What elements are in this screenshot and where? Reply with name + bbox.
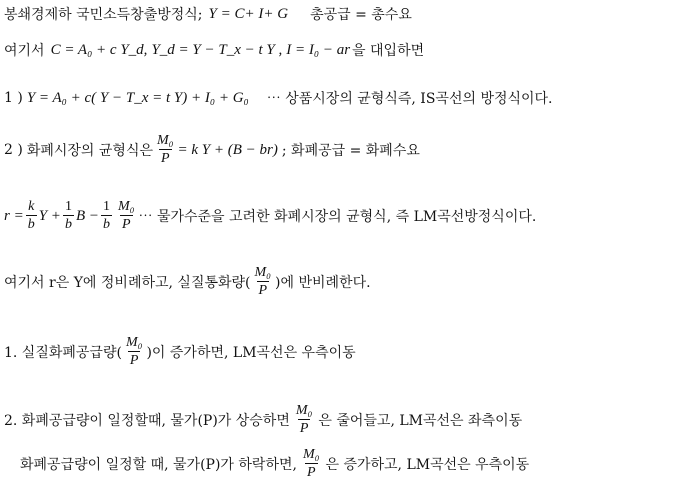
fraction-numerator: k xyxy=(28,199,35,214)
case-one-text-b: )이 증가하면, LM곡선은 우측이동 xyxy=(146,345,356,361)
is-note: ⋯ 상품시장의 균형식즉, IS곡선의 방정식이다. xyxy=(266,91,553,107)
lm-lhs: r = xyxy=(4,207,24,224)
fraction-denominator: b xyxy=(102,217,110,232)
case-two-b-line xyxy=(20,448,529,480)
fraction-numerator: M₀ xyxy=(302,447,320,462)
money-demand-rhs: = k Y + (B − br) xyxy=(177,141,278,158)
proportionality-line xyxy=(4,266,371,298)
investment-equation: I = I₀ − ar xyxy=(286,41,351,58)
fraction-numerator: 1 xyxy=(102,199,110,214)
fraction-denominator: P xyxy=(306,465,316,480)
case-two-b-text-a: 화폐공급량이 일정할 때, 물가(P)가 하락하면, xyxy=(20,457,297,473)
one-over-b-fraction-2 xyxy=(101,200,112,232)
fraction-numerator: M₀ xyxy=(157,133,174,148)
fraction-numerator: M₀ xyxy=(125,335,143,350)
real-money-fraction xyxy=(301,448,322,480)
money-market-label: 화폐시장의 균형식은 xyxy=(26,143,153,159)
lm-note: ⋯ 물가수준을 고려한 화폐시장의 균형식, 즉 LM곡선방정식이다. xyxy=(138,209,537,225)
case-two-text-a: 2. 화폐공급량이 일정할때, 물가(P)가 상승하면 xyxy=(4,413,290,429)
fraction-denominator: P xyxy=(299,421,309,436)
is-equation: Y = A₀ + c( Y − T_x = t Y) + I₀ + G₀ xyxy=(26,89,249,106)
substitution-line xyxy=(4,40,424,60)
real-money-fraction xyxy=(294,404,315,436)
proportionality-text-a: 여기서 r은 Y에 정비례하고, 실질통화량( xyxy=(4,275,251,291)
fraction-denominator: P xyxy=(129,353,139,368)
fraction-denominator: b xyxy=(64,217,72,232)
money-market-number: 2 ) xyxy=(4,142,23,158)
is-curve-line xyxy=(4,88,553,108)
proportionality-text-b: )에 반비례한다. xyxy=(275,275,371,291)
lm-term-y: Y + xyxy=(38,207,61,224)
lm-term-b: B − xyxy=(75,207,99,224)
fraction-denominator: P xyxy=(121,217,131,232)
money-market-line xyxy=(4,134,420,166)
lm-curve-line xyxy=(4,200,536,232)
real-money-fraction xyxy=(155,134,176,166)
supply-demand-note: 총공급 = 총수요 xyxy=(310,7,412,23)
one-over-b-fraction xyxy=(63,200,74,232)
fraction-numerator: M₀ xyxy=(295,403,313,418)
income-equation-line xyxy=(4,4,412,24)
disposable-income-equation: Y_d = Y − T_x − t Y , xyxy=(151,41,283,58)
is-number: 1 ) xyxy=(4,90,23,106)
substitution-suffix: 을 대입하면 xyxy=(352,43,425,59)
case-one-text-a: 1. 실질화폐공급량( xyxy=(4,345,122,361)
case-two-line xyxy=(4,404,522,436)
income-equation-label: 봉쇄경제하 국민소득창출방정식; xyxy=(4,7,203,23)
money-market-note: ; 화폐공급 = 화폐수요 xyxy=(281,143,420,159)
fraction-numerator: 1 xyxy=(64,199,72,214)
fraction-denominator: P xyxy=(258,283,268,298)
fraction-numerator: M₀ xyxy=(254,265,272,280)
case-two-text-b: 은 줄어들고, LM곡선은 좌측이동 xyxy=(318,413,523,429)
real-money-fraction xyxy=(253,266,274,298)
substitution-prefix: 여기서 xyxy=(4,43,45,59)
fraction-denominator: b xyxy=(27,217,35,232)
fraction-numerator: M₀ xyxy=(117,199,135,214)
case-two-b-text-b: 은 증가하고, LM곡선은 우측이동 xyxy=(325,457,530,473)
k-over-b-fraction xyxy=(26,200,37,232)
consumption-equation: C = A₀ + c Y_d, xyxy=(50,41,148,58)
fraction-denominator: P xyxy=(160,151,170,166)
case-one-line xyxy=(4,336,356,368)
income-equation: Y = C+ I+ G xyxy=(208,5,289,22)
real-money-fraction xyxy=(116,200,137,232)
real-money-fraction xyxy=(124,336,145,368)
